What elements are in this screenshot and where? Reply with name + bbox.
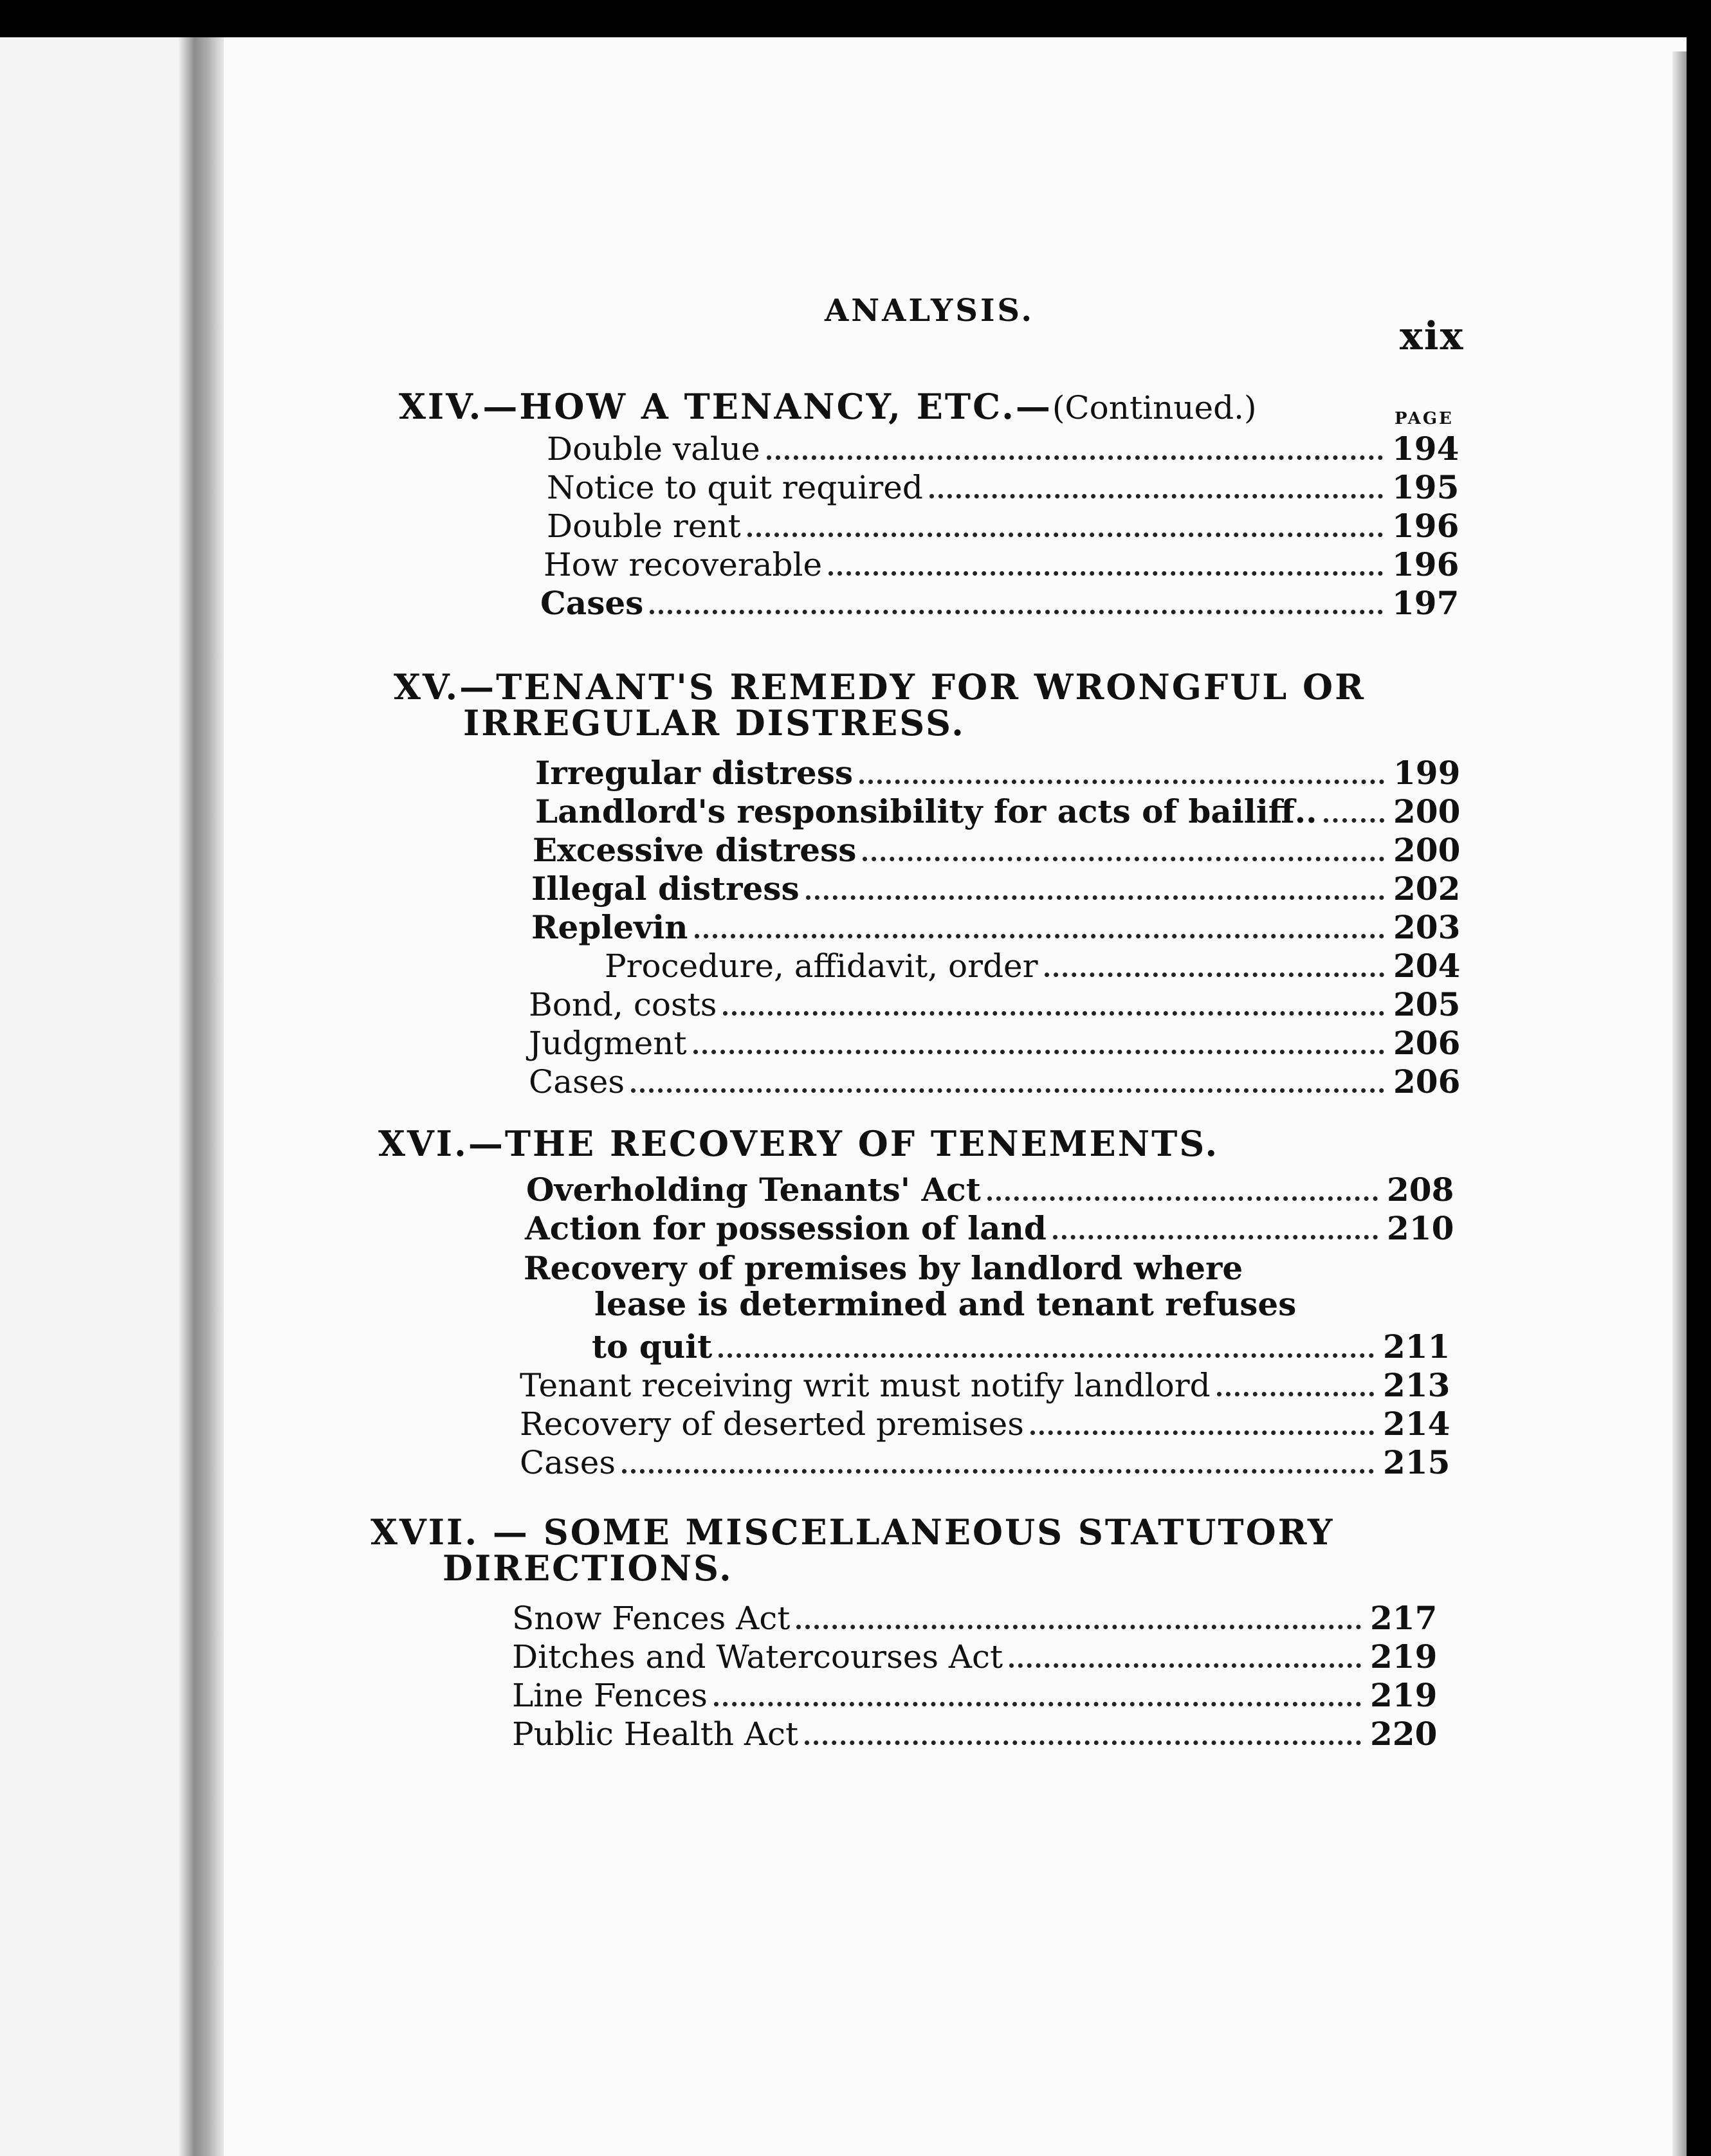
dot-leader — [631, 1088, 1384, 1093]
toc-entry — [529, 985, 1461, 1024]
entry-label: Irregular distress — [535, 754, 853, 792]
entry-page: 210 — [1387, 1209, 1454, 1247]
dot-leader — [747, 533, 1383, 537]
entry-label: Ditches and Watercourses Act — [512, 1638, 1003, 1676]
toc-entry — [531, 908, 1461, 947]
entry-label: Illegal distress — [531, 870, 800, 908]
entry-label: Recovery of deserted premises — [520, 1405, 1024, 1443]
toc-entry — [520, 1443, 1450, 1482]
dot-leader — [987, 1196, 1378, 1201]
entry-label: Excessive distress — [533, 831, 857, 869]
entry-label: Public Health Act — [512, 1715, 799, 1753]
dot-leader — [1045, 973, 1385, 977]
entry-page: 196 — [1392, 507, 1459, 545]
toc-entry — [512, 1676, 1438, 1715]
chapter-heading-xv — [394, 666, 1366, 744]
entry-page: 208 — [1387, 1171, 1454, 1209]
toc-entry — [547, 430, 1459, 468]
entry-page: 205 — [1393, 985, 1461, 1023]
dot-leader — [723, 1011, 1384, 1016]
entry-page: 202 — [1393, 870, 1461, 908]
toc-entry — [512, 1638, 1438, 1676]
entry-label: Line Fences — [512, 1677, 708, 1714]
entry-label: Snow Fences Act — [512, 1600, 791, 1637]
entry-page: 214 — [1383, 1405, 1450, 1443]
entry-page: 200 — [1393, 831, 1461, 869]
toc-entry — [531, 870, 1461, 908]
dot-leader — [929, 494, 1383, 498]
toc-entry — [544, 545, 1459, 584]
entry-page: 220 — [1370, 1715, 1438, 1753]
page-column-label: PAGE — [1395, 409, 1454, 428]
toc-entry — [533, 831, 1461, 870]
entry-page: 215 — [1383, 1443, 1450, 1481]
dot-leader — [650, 610, 1383, 614]
dot-leader — [695, 934, 1384, 938]
dot-leader — [1053, 1235, 1378, 1239]
entry-label: Double rent — [547, 507, 741, 545]
entry-page: 217 — [1370, 1599, 1438, 1637]
entry-label: Overholding Tenants' Act — [526, 1171, 981, 1209]
entry-page: 196 — [1392, 545, 1459, 583]
entry-label: Double value — [547, 430, 760, 468]
toc-entry — [512, 1599, 1438, 1638]
entry-page: 203 — [1393, 908, 1461, 946]
dot-leader — [1324, 818, 1384, 823]
toc-entry — [535, 792, 1461, 831]
entry-label: How recoverable — [544, 546, 823, 583]
entry-page: 194 — [1392, 430, 1459, 468]
chapter-title-xv-line2: IRREGULAR DISTRESS. — [463, 702, 965, 744]
entry-label: Bond, costs — [529, 986, 717, 1023]
entry-page: 197 — [1392, 584, 1459, 622]
toc-entry — [547, 468, 1459, 507]
entry-label-line1: Recovery of premises by landlord where — [524, 1249, 1243, 1287]
dot-leader — [796, 1625, 1361, 1629]
chapter-title-xiv: XIV.—HOW A TENANCY, ETC.— — [399, 386, 1052, 427]
entry-label: Judgment — [529, 1025, 687, 1062]
dot-leader — [806, 895, 1384, 900]
entry-label: Notice to quit required — [547, 469, 923, 506]
chapter-heading-xiv — [399, 388, 1256, 426]
entry-label: Tenant receiving writ must notify landlord — [520, 1367, 1211, 1404]
dot-leader — [714, 1702, 1361, 1706]
chapter-heading-xvii — [371, 1512, 1335, 1589]
entry-page: 199 — [1393, 754, 1461, 792]
entry-label: Cases — [520, 1444, 616, 1481]
entry-label: Action for possession of land — [525, 1209, 1047, 1247]
book-gutter-shadow — [179, 37, 224, 2156]
toc-entry — [526, 1171, 1454, 1209]
entry-page: 195 — [1392, 468, 1459, 506]
dot-leader — [718, 1353, 1374, 1358]
continued-note: (Continued.) — [1052, 389, 1257, 426]
dot-leader — [622, 1469, 1374, 1474]
chapter-title-xv-line1: XV.—TENANT'S REMEDY FOR WRONGFUL OR — [394, 666, 1366, 708]
dot-leader — [1217, 1392, 1374, 1396]
chapter-title-xvi: XVI.—THE RECOVERY OF TENEMENTS. — [378, 1123, 1220, 1164]
entry-label: to quit — [592, 1328, 713, 1366]
toc-entry — [520, 1405, 1450, 1443]
entry-label: Cases — [540, 584, 644, 622]
dot-leader — [828, 571, 1383, 576]
dot-leader — [1009, 1663, 1361, 1668]
toc-entry — [540, 584, 1459, 623]
entry-page: 206 — [1393, 1063, 1461, 1101]
chapter-title-xvii-line1: XVII. — SOME MISCELLANEOUS STATUTORY — [371, 1512, 1335, 1553]
entry-label: Replevin — [531, 908, 688, 946]
entry-page: 219 — [1370, 1638, 1438, 1676]
entry-label: Cases — [529, 1063, 625, 1101]
right-page-edge — [1672, 51, 1687, 2156]
toc-entry — [592, 1328, 1450, 1366]
toc-entry — [529, 1024, 1461, 1063]
dot-leader — [859, 780, 1384, 784]
entry-label-line2: lease is determined and tenant refuses — [594, 1285, 1297, 1323]
chapter-title-xvii-line2: DIRECTIONS. — [443, 1548, 733, 1589]
toc-entry-multiline — [524, 1250, 1353, 1322]
toc-entry — [520, 1366, 1450, 1405]
toc-entry — [529, 1063, 1461, 1101]
toc-entry — [605, 947, 1461, 985]
entry-label: Landlord's responsibility for acts of bailiff.. — [535, 792, 1317, 830]
dot-leader — [863, 857, 1384, 861]
entry-page: 200 — [1393, 792, 1461, 830]
entry-page: 204 — [1393, 947, 1461, 985]
dot-leader — [1030, 1430, 1374, 1435]
chapter-heading-xvi — [378, 1123, 1220, 1164]
toc-entry — [547, 507, 1459, 545]
entry-label: Procedure, affidavit, order — [605, 947, 1038, 985]
toc-entry — [535, 754, 1461, 792]
dot-leader — [805, 1740, 1361, 1745]
toc-entry — [525, 1209, 1454, 1248]
page-folio: xix — [1400, 314, 1465, 359]
entry-page: 206 — [1393, 1024, 1461, 1062]
entry-page: 213 — [1383, 1366, 1450, 1404]
toc-entry — [512, 1715, 1438, 1753]
running-title: ANALYSIS. — [825, 293, 1035, 329]
entry-page: 219 — [1370, 1676, 1438, 1714]
entry-page: 211 — [1383, 1328, 1450, 1366]
dot-leader — [767, 455, 1383, 460]
dot-leader — [693, 1050, 1384, 1054]
